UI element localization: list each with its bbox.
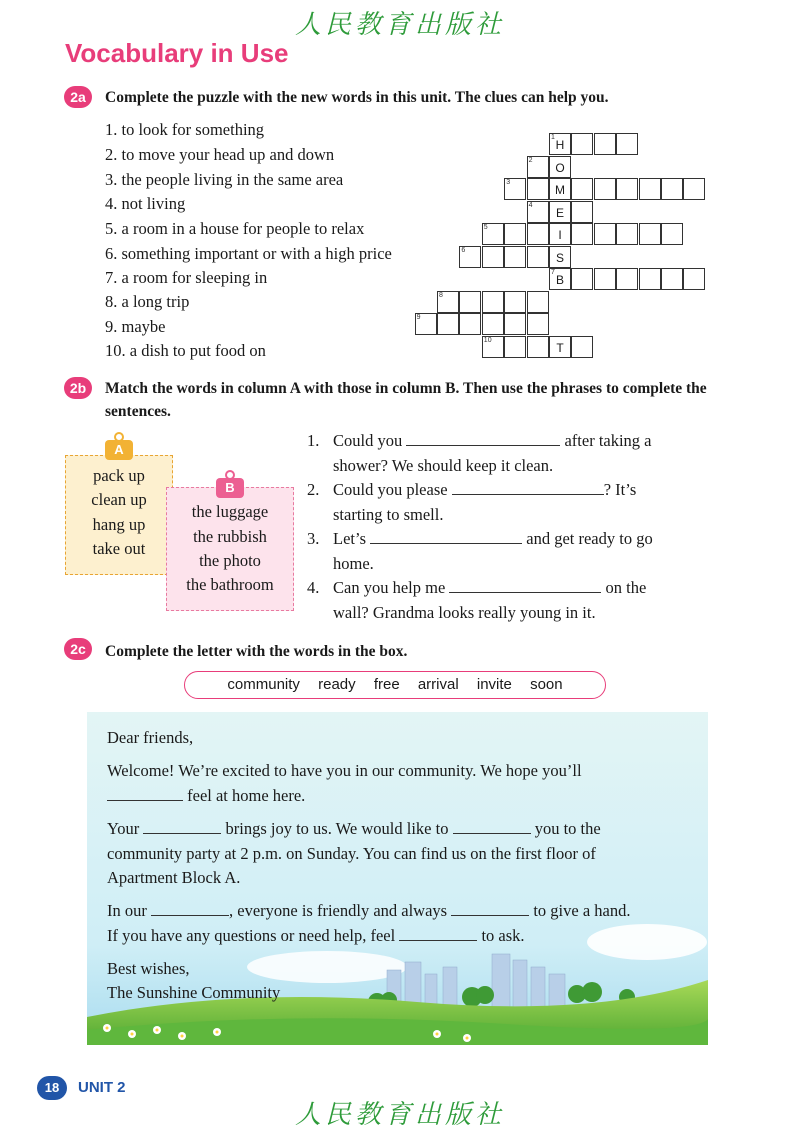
crossword-key-cell: H xyxy=(549,133,571,155)
sentence-3 xyxy=(307,527,697,576)
clue-10: 10. a dish to put food on xyxy=(105,341,266,360)
crossword-clue-number: 5 xyxy=(483,224,488,231)
crossword-cell[interactable] xyxy=(504,336,526,358)
clue-4: 4. not living xyxy=(105,194,186,213)
letter-paragraph-3 xyxy=(107,899,692,948)
crossword-cell[interactable] xyxy=(504,223,526,245)
word-box-item: soon xyxy=(530,676,563,693)
sentence-text: and get ready to go xyxy=(526,529,653,548)
column-a-word: take out xyxy=(92,539,146,558)
exercise-2b-badge: 2b xyxy=(64,377,92,399)
crossword-key-cell: T xyxy=(549,336,571,358)
column-a-word: pack up xyxy=(93,466,145,485)
column-b-word: the photo xyxy=(199,551,261,570)
crossword-cell[interactable] xyxy=(482,313,504,335)
crossword-cell[interactable] xyxy=(594,133,616,155)
letter-paragraph-2 xyxy=(107,817,692,891)
crossword-cell[interactable] xyxy=(661,223,683,245)
crossword-cell[interactable] xyxy=(527,291,549,313)
exercise-2a-instruction: Complete the puzzle with the new words in this unit. The clues can help you. xyxy=(105,89,609,106)
column-b-word: the bathroom xyxy=(186,575,274,594)
sentence-text: home. xyxy=(333,553,374,573)
crossword-cell[interactable] xyxy=(504,246,526,268)
crossword-cell[interactable] xyxy=(639,223,661,245)
sentence-text: wall? Grandma looks really young in it. xyxy=(333,602,596,622)
crossword-cell[interactable] xyxy=(437,313,459,335)
column-a-tag: A xyxy=(105,440,133,460)
crossword-cell[interactable] xyxy=(594,223,616,245)
sentence-text: ? It’s xyxy=(603,480,637,499)
crossword-cell[interactable] xyxy=(571,336,593,358)
exercise-2b-instruction: Match the words in column A with those in column B. Then use the phrases to complete the sentences. xyxy=(105,380,707,420)
crossword-cell[interactable] xyxy=(527,336,549,358)
letter-text: community party at 2 p.m. on Sunday. You can find us on the first floor of xyxy=(107,843,596,863)
crossword-clue-number: 1 xyxy=(551,134,555,141)
crossword-clue-number: 10 xyxy=(483,336,492,344)
word-box-item: invite xyxy=(476,676,512,693)
sentence-4 xyxy=(307,576,697,625)
letter-text: feel at home here. xyxy=(187,785,306,805)
crossword-cell[interactable] xyxy=(594,178,616,200)
answer-blank[interactable] xyxy=(107,786,183,801)
answer-blank[interactable] xyxy=(399,926,477,941)
crossword-key-cell: I xyxy=(549,223,571,245)
page-number: 18 xyxy=(37,1076,67,1100)
crossword-clue-number: 8 xyxy=(439,291,443,299)
letter-text: Welcome! We’re excited to have you in our community. We hope you’ll xyxy=(107,761,582,780)
crossword-cell[interactable] xyxy=(482,291,504,313)
crossword-cell[interactable] xyxy=(594,268,616,290)
crossword-cell[interactable] xyxy=(616,223,638,245)
crossword-cell[interactable] xyxy=(639,178,661,200)
sentence-text: Can you help me xyxy=(333,578,446,597)
crossword-clue-number: 4 xyxy=(528,201,533,209)
crossword-cell[interactable] xyxy=(527,246,549,268)
crossword-cell[interactable] xyxy=(527,313,549,335)
clue-1: 1. to look for something xyxy=(105,120,265,139)
exercise-2c-instruction: Complete the letter with the words in the box. xyxy=(105,643,408,660)
publisher-logo-top: 人民教育出版社 xyxy=(294,10,505,40)
crossword-cell[interactable] xyxy=(639,268,661,290)
letter-text: Your xyxy=(107,819,140,838)
sentence-2 xyxy=(307,478,697,527)
crossword-clue-number: 2 xyxy=(528,156,533,164)
crossword-cell[interactable] xyxy=(683,178,705,200)
letter-panel xyxy=(87,712,708,1045)
letter-greeting: Dear friends, xyxy=(107,728,194,747)
answer-blank[interactable] xyxy=(151,901,229,916)
answer-blank[interactable] xyxy=(449,578,601,593)
answer-blank[interactable] xyxy=(370,529,522,544)
column-b-word: the rubbish xyxy=(193,527,267,546)
letter-text: you to the xyxy=(534,819,601,838)
crossword-cell[interactable] xyxy=(616,178,638,200)
letter-text: , everyone is friendly and always xyxy=(229,901,448,920)
crossword-clue-number: 7 xyxy=(551,269,555,276)
crossword-key-cell: O xyxy=(549,156,571,178)
letter-signature: The Sunshine Community xyxy=(107,983,281,1002)
crossword-cell[interactable] xyxy=(571,201,593,223)
clue-2: 2. to move your head up and down xyxy=(105,145,335,164)
unit-label: UNIT 2 xyxy=(78,1079,126,1096)
letter-text: Apartment Block A. xyxy=(107,868,241,887)
crossword-cell[interactable] xyxy=(571,178,593,200)
letter-paragraph-1 xyxy=(107,759,692,808)
crossword-cell[interactable] xyxy=(459,291,481,313)
sentence-number: 2. xyxy=(307,480,320,499)
answer-blank[interactable] xyxy=(452,480,604,495)
letter-text: In our xyxy=(107,901,147,920)
crossword-cell[interactable] xyxy=(616,133,638,155)
word-box xyxy=(184,671,606,699)
clue-6: 6. something important or with a high price xyxy=(105,244,392,263)
crossword-key-cell: E xyxy=(549,201,571,223)
sentence-number: 1. xyxy=(307,431,320,450)
clue-9: 9. maybe xyxy=(105,317,166,336)
crossword-key-cell: S xyxy=(549,246,571,268)
exercise-2c-badge: 2c xyxy=(64,638,92,660)
sentence-text: Let’s xyxy=(333,529,366,548)
sentence-text: after taking a xyxy=(564,431,652,450)
letter-text: to ask. xyxy=(481,925,525,945)
letter-text: brings joy to us. We would like to xyxy=(225,819,449,838)
clue-3: 3. the people living in the same area xyxy=(105,170,344,189)
crossword-cell[interactable] xyxy=(661,178,683,200)
answer-blank[interactable] xyxy=(453,819,531,834)
column-b-tag: B xyxy=(216,478,244,498)
letter-closing: Best wishes, xyxy=(107,959,190,978)
crossword-clue-number: 6 xyxy=(461,246,466,254)
word-box-item: ready xyxy=(318,676,356,693)
crossword-cell[interactable] xyxy=(571,268,593,290)
word-box-item: arrival xyxy=(417,676,459,693)
exercise-2a-badge: 2a xyxy=(64,86,92,108)
answer-blank[interactable] xyxy=(143,819,221,834)
sentence-text: starting to smell. xyxy=(333,504,444,524)
crossword-cell[interactable] xyxy=(683,268,705,290)
crossword-cell[interactable] xyxy=(571,223,593,245)
crossword-key-cell: B xyxy=(549,268,571,290)
sentence-text: on the xyxy=(605,578,647,597)
column-a-word: clean up xyxy=(91,490,147,509)
sentence-number: 4. xyxy=(307,578,320,597)
letter-text: If you have any questions or need help, feel xyxy=(107,925,396,945)
crossword-cell[interactable] xyxy=(527,223,549,245)
crossword-cell[interactable] xyxy=(504,313,526,335)
answer-blank[interactable] xyxy=(451,901,529,916)
crossword-cell[interactable] xyxy=(661,268,683,290)
clue-7: 7. a room for sleeping in xyxy=(105,268,268,287)
crossword-clue-number: 3 xyxy=(506,179,511,186)
column-b-word: the luggage xyxy=(191,502,269,521)
sentence-text: Could you xyxy=(333,431,403,450)
word-box-item: free xyxy=(373,676,400,693)
sentence-text: shower? We should keep it clean. xyxy=(333,455,554,475)
clue-5: 5. a room in a house for people to relax xyxy=(105,219,365,238)
clue-8: 8. a long trip xyxy=(105,292,190,311)
crossword-key-cell: M xyxy=(549,178,571,200)
publisher-logo-bottom: 人民教育出版社 xyxy=(294,1100,505,1130)
section-title: Vocabulary in Use xyxy=(65,38,289,68)
crossword-cell[interactable] xyxy=(616,268,638,290)
letter-text: to give a hand. xyxy=(533,901,631,920)
crossword-cell[interactable] xyxy=(459,313,481,335)
crossword-cell[interactable] xyxy=(571,133,593,155)
crossword-cell[interactable] xyxy=(504,291,526,313)
crossword-cell[interactable] xyxy=(527,178,549,200)
crossword-clue-number: 9 xyxy=(416,314,421,321)
crossword-cell[interactable] xyxy=(482,246,504,268)
column-a-word: hang up xyxy=(92,515,146,534)
sentence-1 xyxy=(307,429,697,478)
answer-blank[interactable] xyxy=(406,431,560,446)
sentence-number: 3. xyxy=(307,529,320,548)
sentence-text: Could you please xyxy=(333,480,448,499)
word-box-item: community xyxy=(227,676,300,693)
